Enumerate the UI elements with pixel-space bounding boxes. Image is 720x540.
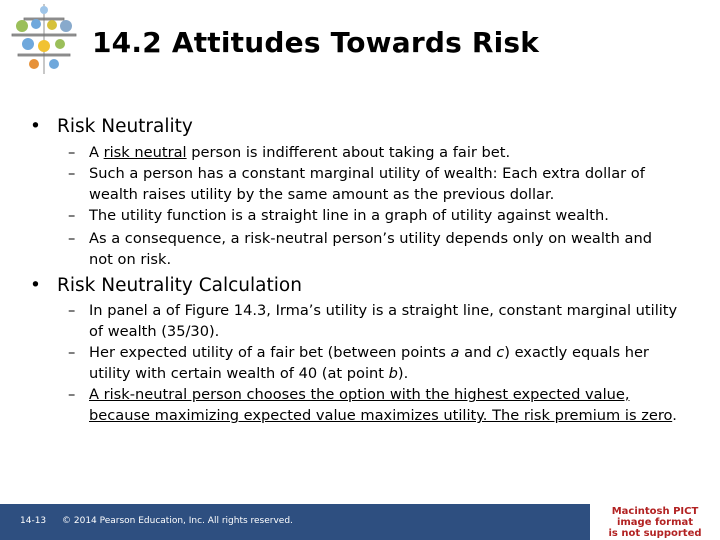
- footer-bar: [0, 504, 590, 540]
- dash: –: [68, 207, 76, 224]
- slide-title: 14.2 Attitudes Towards Risk: [92, 26, 540, 59]
- sub-bullet: [68, 205, 680, 226]
- underlined-text: risk neutral: [103, 144, 187, 161]
- sub-bullet-text: Her expected utility of a fair bet (between points a and c) exactly equals her utility with certain wealth of 40 (at point b).: [89, 344, 649, 382]
- placeholder-line: Macintosh PICT: [611, 506, 699, 517]
- sub-bullet-text: A risk-neutral person chooses the option with the highest expected value, because maximizing expected value maximizes utility. The risk premium is zero.: [89, 386, 677, 424]
- sub-bullet-text: A risk neutral person is indifferent about taking a fair bet.: [89, 144, 511, 161]
- bullet-dot: •: [30, 116, 41, 137]
- bullet-risk-neutrality-calculation: [30, 275, 302, 296]
- sub-bullet: [68, 300, 680, 342]
- placeholder-line: is not supported: [608, 528, 702, 539]
- dash: –: [68, 144, 76, 161]
- sub-bullet: [68, 142, 680, 163]
- bullet-label: Risk Neutrality Calculation: [57, 275, 302, 296]
- bullet-label: Risk Neutrality: [57, 116, 193, 137]
- sub-bullet: [68, 163, 680, 205]
- sub-bullet-text: The utility function is a straight line in a graph of utility against wealth.: [89, 207, 609, 224]
- sub-bullet-text: In panel a of Figure 14.3, Irma’s utility is a straight line, constant marginal utility of wealth (35/30).: [89, 302, 678, 340]
- sub-bullet-text: Such a person has a constant marginal utility of wealth: Each extra dollar of wealth raises utility by the same amount as the previous dollar.: [89, 165, 645, 203]
- italic-text: a: [450, 344, 460, 361]
- dash: –: [68, 165, 76, 182]
- italic-text: c: [496, 344, 505, 361]
- bullet-risk-neutrality: [30, 116, 193, 137]
- dash: –: [68, 230, 76, 247]
- underlined-text: A risk-neutral person chooses the option with the highest expected value, because maximizing expected value maximizes utility. The risk premium is zero: [89, 386, 673, 424]
- sub-bullet: [68, 342, 680, 384]
- sub-bullet-text: As a consequence, a risk-neutral person’s utility depends only on wealth and not on risk.: [89, 230, 652, 268]
- dash: –: [68, 302, 76, 319]
- dash: –: [68, 344, 76, 361]
- placeholder-line: image format: [616, 517, 694, 528]
- bullet-dot: •: [30, 275, 41, 296]
- slide-number: 14-13: [20, 516, 47, 526]
- publisher-logo: [4, 4, 84, 76]
- copyright-text: © 2014 Pearson Education, Inc. All rights reserved.: [62, 516, 293, 526]
- dash: –: [68, 386, 76, 403]
- unsupported-image-placeholder: [590, 504, 720, 540]
- italic-text: b: [388, 365, 398, 382]
- sub-bullet: [68, 228, 680, 270]
- sub-bullet: [68, 384, 680, 426]
